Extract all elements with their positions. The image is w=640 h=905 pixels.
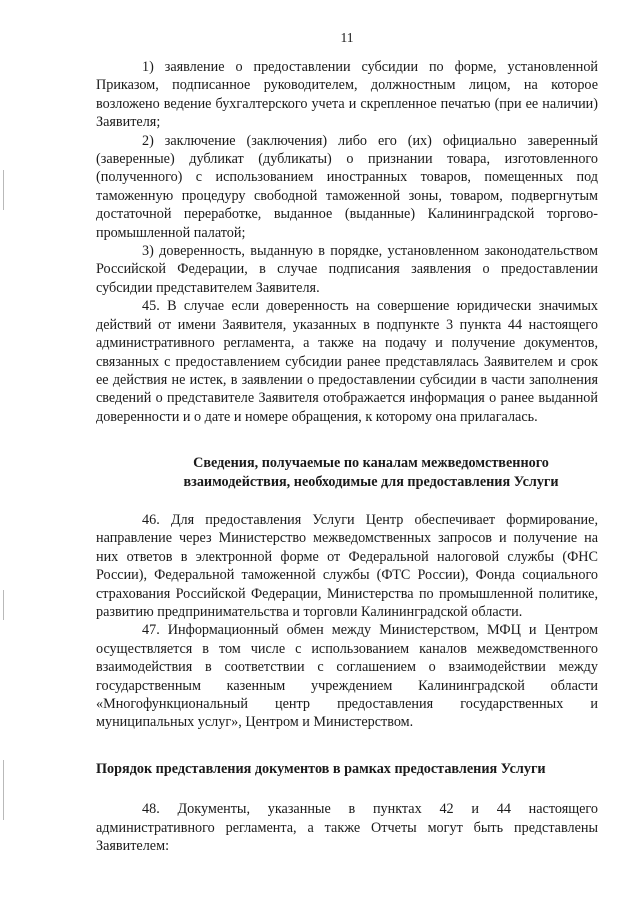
scan-artifact-line — [3, 760, 4, 820]
paragraph-48: 48. Документы, указанные в пунктах 42 и 44 настоящего административного регламента, а также Отчеты могут быть представлены Заявителем: — [96, 801, 598, 855]
scan-artifact-line — [3, 590, 4, 620]
paragraph-47: 47. Информационный обмен между Министерством, МФЦ и Центром осуществляется в том числе с использованием каналов межведомственного взаимодействия в соответствии с соглашением о взаимодействии между государственным казенным учреждением Калининградской области «Многофункциональный центр предоставления государственных и муниципальных услуг», Центром и Министерством. — [96, 622, 598, 731]
list-item-3: 3) доверенность, выданную в порядке, установленном законодательством Российской Федерации, в случае подписания заявления о предоставлении субсидии представителем Заявителя. — [96, 243, 598, 296]
list-item-1: 1) заявление о предоставлении субсидии по форме, установленной Приказом, подписанное руководителем, должностным лицом, на которое возложено ведение бухгалтерского учета и скрепленное печатью (при ее наличии) Заявителя; — [96, 59, 598, 131]
paragraph-46: 46. Для предоставления Услуги Центр обеспечивает формирование, направление через Министерство межведомственных запросов и получение на них ответов в электронной форме от Федеральной налоговой службы (ФНС России), Федеральной таможенной службы (ФТС России), Фонда социального страхования Российской Федерации, Министерства по промышленной политике, развитию предпринимательства и торговли Калининградской области. — [96, 511, 598, 620]
section-heading-interagency: Сведения, получаемые по каналам межведомственного взаимодействия, необходимые для предоставления Услуги — [183, 455, 559, 490]
section-heading-submission: Порядок представления документов в рамках предоставления Услуги — [96, 760, 546, 777]
scan-artifact-line — [3, 170, 4, 210]
document-page — [96, 30, 598, 855]
scan-margin-marks — [0, 0, 10, 905]
list-item-2: 2) заключение (заключения) либо его (их) официально заверенный (заверенные) дубликат (дубликаты) о признании товара, изготовленного (полученного) с использованием иностранных товаров, помещенных под таможенную процедуру свободной таможенной зоны, товаром, подвергнутым достаточной переработке, выданное (выданные) Калининградской торгово-промышленной палатой; — [96, 132, 598, 241]
page-number: 11 — [340, 30, 354, 45]
paragraph-45: 45. В случае если доверенность на совершение юридически значимых действий от имени Заявителя, указанных в подпункте 3 пункта 44 настоящего административного регламента, а также на подачу и получение документов, связанных с предоставлением субсидии ранее представлялась Заявителем и срок ее действия не истек, в заявлении о предоставлении субсидии в части заполнения сведений о представителе Заявителя отображается информация о ранее выданной доверенности и о дате и номере обращения, к которому она прилагалась. — [96, 298, 598, 425]
